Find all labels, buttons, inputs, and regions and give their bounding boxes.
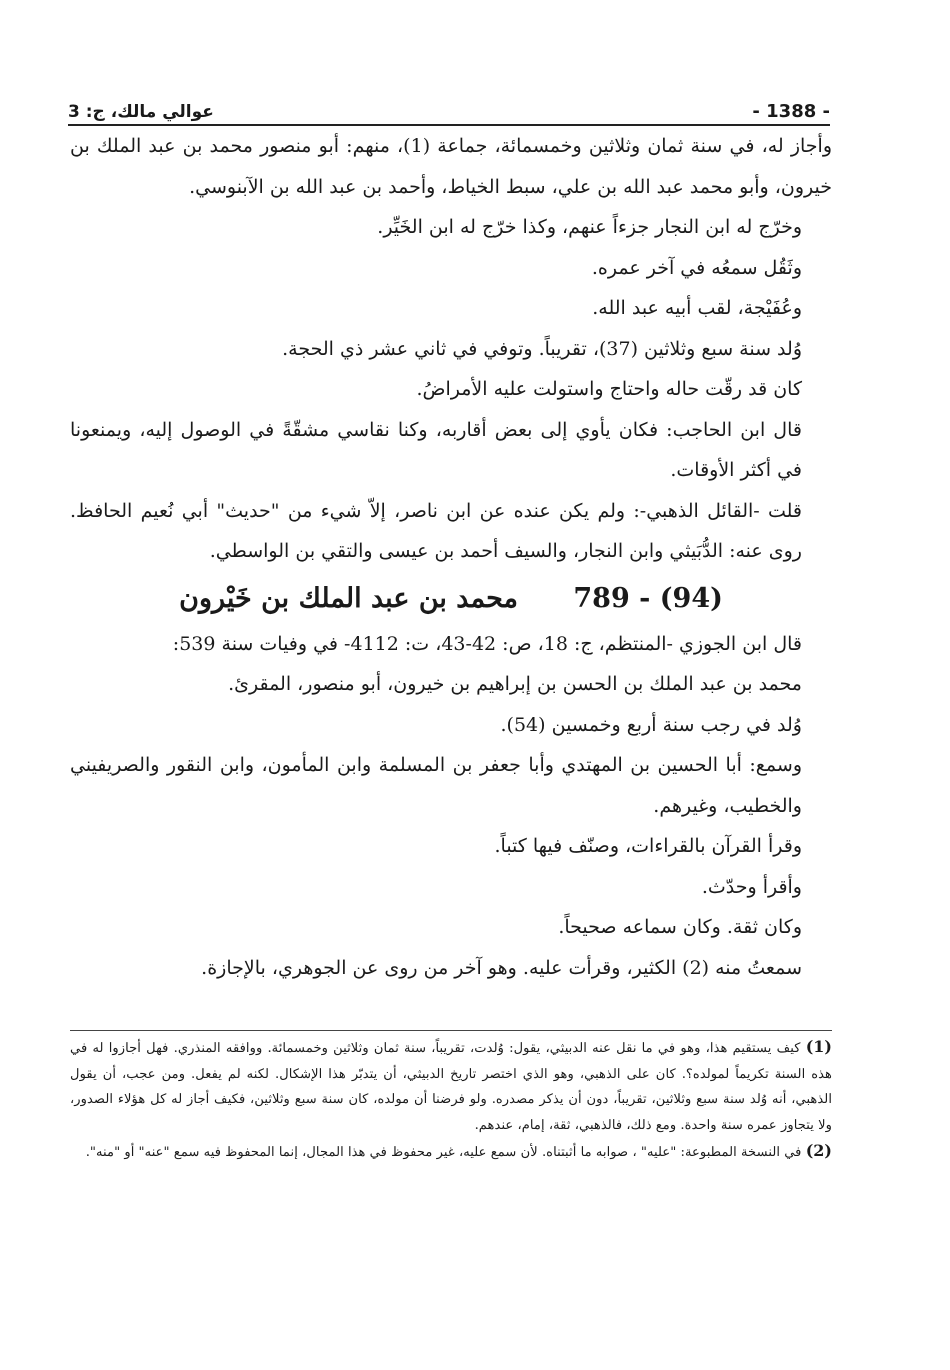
- page-number: - 1388 -: [752, 101, 830, 122]
- paragraph: وثَقُل سمعُه في آخر عمره.: [591, 256, 802, 279]
- paragraph: كان قد رقّت حاله واحتاج واستولت عليه الأمراضُ.: [416, 378, 802, 400]
- footnote-rule: [70, 1030, 832, 1031]
- footnote-text: في النسخة المطبوعة: "عليه" ، صوابه ما أثبتناه. لأن سمع عليه، غير محفوظ في هذا المجال، إنما المحفوظ فيه سمع "عنه" أو "منه".: [85, 1145, 802, 1160]
- paragraph: وُلد سنة سبع وثلاثين (37)، تقريباً. وتوفي في ثاني عشر ذي الحجة.: [282, 337, 802, 360]
- biography-name: محمد بن عبد الملك بن خَيْرون: [179, 582, 518, 614]
- footnotes: [70, 1034, 832, 1166]
- paragraph: محمد بن عبد الملك بن الحسن بن إبراهيم بن خيرون، أبو منصور، المقرئ.: [228, 673, 802, 695]
- paragraph: وأقرأ وحدّث.: [701, 875, 802, 898]
- running-title: عوالي مالك، ج: 3: [68, 102, 214, 122]
- biography-number: 789 - (94): [573, 582, 723, 614]
- paragraph: وعُفَيْجة، لقب أبيه عبد الله.: [592, 297, 802, 319]
- paragraph: وكان ثقة. وكان سماعه صحيحاً.: [558, 916, 802, 938]
- running-header: [68, 82, 830, 122]
- biography-heading: [70, 574, 832, 624]
- footnote-marker: (1): [805, 1037, 832, 1056]
- paragraph: وُلد في رجب سنة أربع وخمسين (54).: [500, 713, 802, 736]
- paragraph: سمعتُ منه (2) الكثير، وقرأت عليه. وهو آخر من روى عن الجوهري، بالإجازة.: [201, 956, 802, 979]
- main-text: [70, 126, 832, 988]
- paragraph: وأجاز له، في سنة ثمان وثلاثين وخمسمائة، جماعة (1)، منهم: أبو منصور محمد بن عبد الملك بن خيرون، وأبو محمد عبد الله بن علي، سبط الخياط، وأحمد بن عبد الله بن الآبنوسي.: [70, 135, 832, 198]
- footnote-1: [70, 1034, 832, 1138]
- paragraph: قال ابن الجوزي -المنتظم، ج: 18، ص: 42-43، ت: 4112- في وفيات سنة 539:: [172, 632, 802, 655]
- footnote-text: كيف يستقيم هذا، وهو في ما نقل عنه الدبيثي، يقول: وُلدت، تقريباً، سنة ثمان وثلاثين وخمسمائة. ووافقه المنذري. فهل أجازوا له في هذه السنة تكريماً لمولده؟. كان على الذهبي، وهو الذي اختصر تاريخ الدبيثي، أن يتدبّر هذا الإشكال. لكنه لم يفعل. ومن عجب، أن يقول الذهبي، أنه وُلد سنة سبع وثلاثين، تقريباً، دون أن يذكر مصدره. ولو فرضنا أن مولده، كان سنة سبع وثلاثين، فكيف أجاز له كل هؤلاء الصدور، ولا يتجاوز عمره سنة واحدة. ومع ذلك، فالذهبي، ثقة، إمام، عندهم.: [70, 1041, 832, 1133]
- paragraph: وسمع: أبا الحسين بن المهتدي وأبا جعفر بن المسلمة وابن المأمون، وابن النقور والصريفيني والخطيب، وغيرهم.: [70, 754, 802, 817]
- paragraph: قال ابن الحاجب: فكان يأوي إلى بعض أقاربه، وكنا نقاسي مشقّةً في الوصول إليه، ويمنعونا في أكثر الأوقات.: [70, 418, 802, 481]
- paragraph: وخرّج له ابن النجار جزءاً عنهم، وكذا خرّج له ابن الخَيِّر.: [377, 216, 802, 238]
- footnote-2: [70, 1138, 832, 1166]
- paragraph: وقرأ القرآن بالقراءات، وصنّف فيها كتباً.: [494, 835, 802, 857]
- paragraph: قلت -القائل الذهبي-: ولم يكن عنده عن ابن ناصر، إلاّ شيء من "حديث" أبي نُعيم الحافظ. روى عنه: الدُّبَيثي وابن النجار، والسيف أحمد بن عيسى والتقي بن الواسطي.: [70, 499, 802, 562]
- footnote-marker: (2): [805, 1141, 832, 1160]
